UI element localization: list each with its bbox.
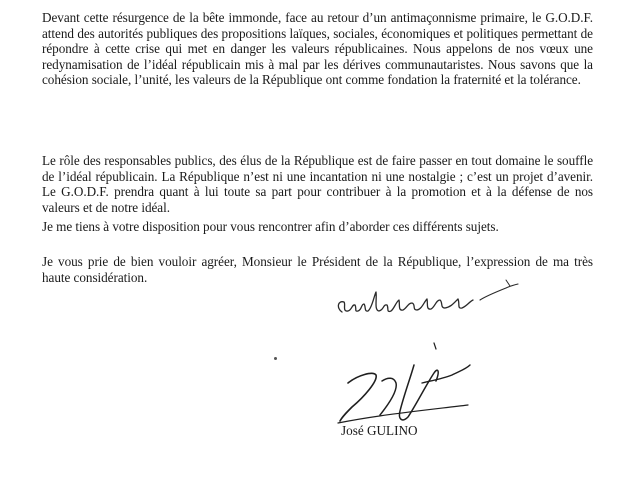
letter-paragraph-4: Je vous prie de bien vouloir agréer, Monsieur le Président de la République, l’expression de ma très haute considération.	[42, 254, 593, 285]
ink-dot	[274, 357, 277, 360]
signature-scribble	[318, 335, 478, 430]
letter-paragraph-3: Je me tiens à votre disposition pour vous rencontrer afin d’aborder ces différents sujets.	[42, 219, 499, 234]
signatory-name: José GULINO	[341, 423, 418, 438]
letter-paragraph-1: Devant cette résurgence de la bête immonde, face au retour d’un antimaçonnisme primaire, le G.O.D.F. attend des autorités publiques des propositions laïques, sociales, économiques et politiques permettant de répondre à cette crise qui met en danger les valeurs républicaines. Nous appelons de nos vœux une redynamisation de l’idéal républicain mis à mal par les dérives communautaristes. Nous savons que la cohésion sociale, l’unité, les valeurs de la République ont comme fondation la fraternité et la tolérance.	[42, 10, 593, 88]
letter-paragraph-2: Le rôle des responsables publics, des élus de la République est de faire passer en tout domaine le souffle de l’idéal républicain. La République n’est ni une incantation ni une nostalgie ; c’est un projet d’avenir. Le G.O.D.F. prendra quant à lui toute sa part pour contribuer à la promotion et à la défense de nos valeurs et de notre idéal.	[42, 153, 593, 215]
handwritten-salutation	[330, 278, 530, 328]
